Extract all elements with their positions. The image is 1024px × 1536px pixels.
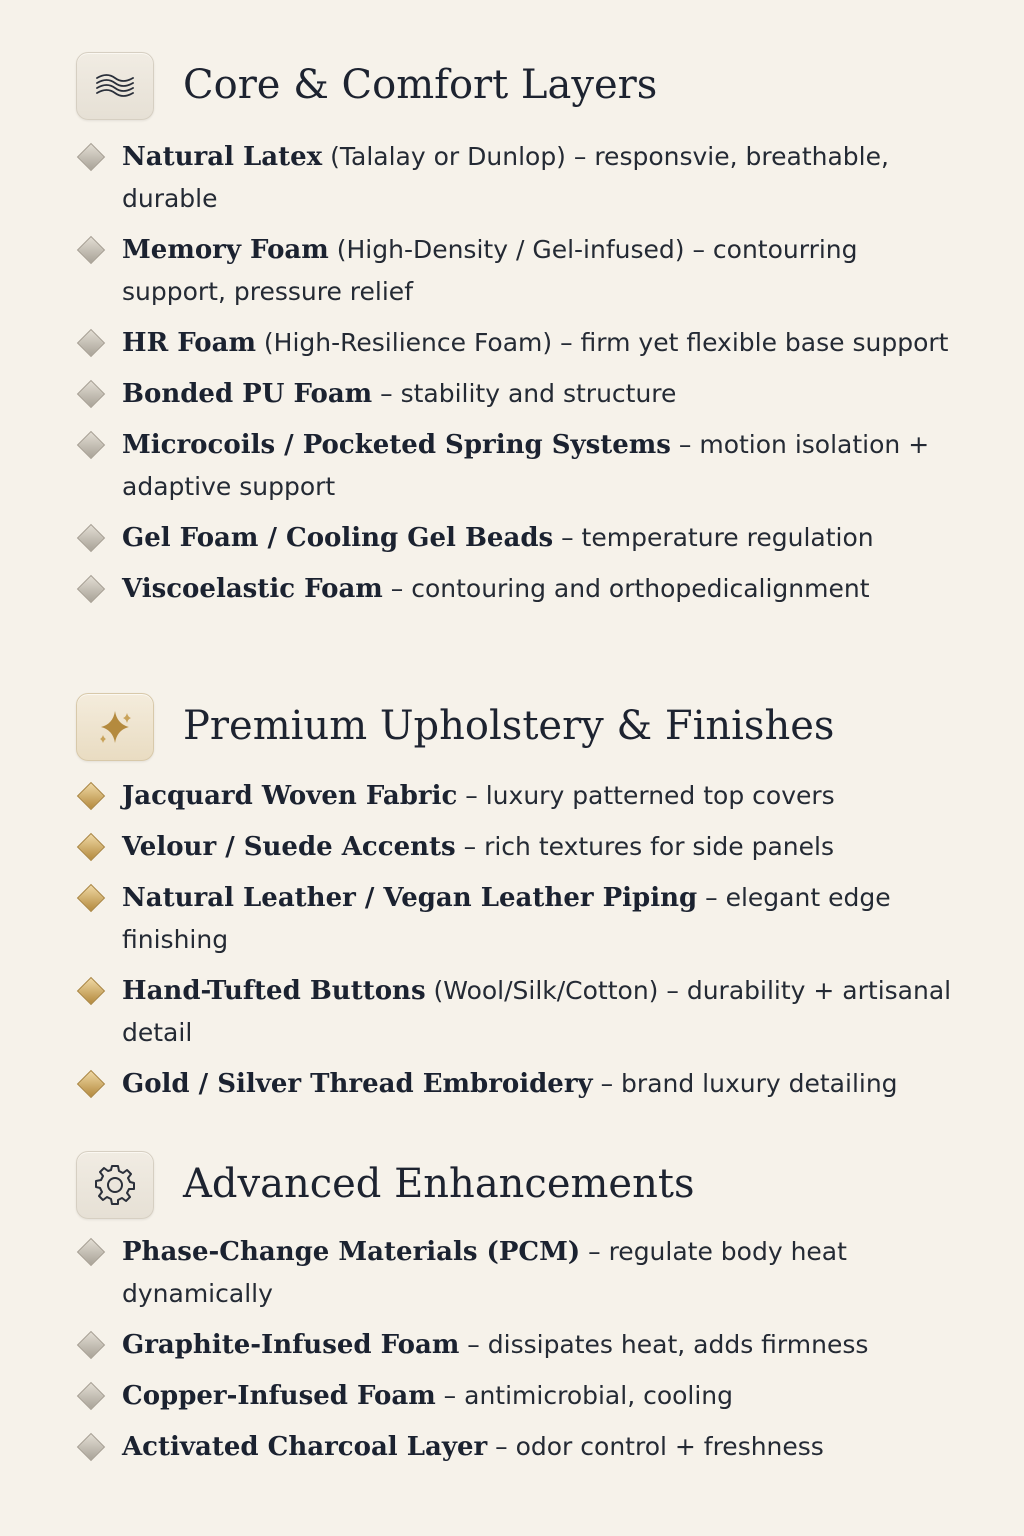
section-header xyxy=(0,52,1024,122)
item-term: Velour / Suede Accents xyxy=(122,832,456,862)
item-term: Graphite-Infused Foam xyxy=(122,1330,460,1360)
item-desc: – motion isolation + adaptive support xyxy=(122,430,930,501)
item-qualifier: (High-Density / Gel-infused) xyxy=(328,235,685,264)
item-term: Copper-Infused Foam xyxy=(122,1381,436,1411)
item-desc: – luxury patterned top covers xyxy=(457,781,835,810)
list-item xyxy=(0,136,952,220)
item-desc: – regulate body heat dynamically xyxy=(122,1237,847,1308)
diamond-bullet-icon xyxy=(77,524,105,552)
diamond-bullet-icon xyxy=(77,236,105,264)
section-advanced-enhancements xyxy=(0,1151,1024,1462)
item-desc: – dissipates heat, adds firmness xyxy=(459,1330,869,1359)
item-desc: – responsvie, breathable, durable xyxy=(122,142,889,213)
diamond-bullet-icon xyxy=(77,575,105,603)
item-desc: – rich textures for side panels xyxy=(455,832,834,861)
section-core-comfort xyxy=(0,52,1024,604)
list-item xyxy=(0,877,952,961)
list-item xyxy=(0,424,952,508)
diamond-bullet-icon xyxy=(77,833,105,861)
section-premium-upholstery xyxy=(0,693,1024,1099)
diamond-bullet-icon xyxy=(77,143,105,171)
item-desc: – elegant edge finishing xyxy=(122,883,891,954)
diamond-bullet-icon xyxy=(77,1433,105,1461)
section-header xyxy=(0,693,1024,763)
section-title: Premium Upholstery & Finishes xyxy=(183,703,835,749)
item-term: Gel Foam / Cooling Gel Beads xyxy=(122,523,554,553)
item-list xyxy=(0,136,1024,610)
item-qualifier: (High-Resilience Foam) xyxy=(255,328,553,357)
item-desc: – antimicrobial, cooling xyxy=(435,1381,734,1410)
list-item xyxy=(0,970,952,1054)
list-item xyxy=(0,229,952,313)
item-term: Natural Leather / Vegan Leather Piping xyxy=(122,883,698,913)
diamond-bullet-icon xyxy=(77,329,105,357)
item-qualifier: (Wool/Silk/Cotton) xyxy=(425,976,659,1005)
diamond-bullet-icon xyxy=(77,782,105,810)
list-item xyxy=(0,373,952,415)
item-term: Natural Latex xyxy=(122,142,323,172)
section-title: Advanced Enhancements xyxy=(183,1161,695,1207)
wave-layers-icon xyxy=(76,52,154,120)
item-desc: – odor control + freshness xyxy=(487,1432,824,1461)
sparkle-icon xyxy=(76,693,154,761)
list-item xyxy=(0,568,952,610)
list-item xyxy=(0,517,952,559)
item-qualifier: (Talalay or Dunlop) xyxy=(322,142,566,171)
item-term: Jacquard Woven Fabric xyxy=(122,781,458,811)
item-term: Microcoils / Pocketed Spring Systems xyxy=(122,430,671,460)
item-desc: – brand luxury detailing xyxy=(592,1069,898,1098)
list-item xyxy=(0,322,952,364)
section-title: Core & Comfort Layers xyxy=(183,62,658,108)
item-desc: – durability + artisanal detail xyxy=(122,976,952,1047)
list-item xyxy=(0,1375,952,1417)
item-desc: – contouring and orthopedicalignment xyxy=(382,574,870,603)
item-desc: – stability and structure xyxy=(372,379,677,408)
item-term: Activated Charcoal Layer xyxy=(122,1432,488,1462)
list-item xyxy=(0,1231,952,1315)
list-item xyxy=(0,1324,952,1366)
section-header xyxy=(0,1151,1024,1221)
diamond-bullet-icon xyxy=(77,1070,105,1098)
list-item xyxy=(0,826,952,868)
item-term: Hand-Tufted Buttons xyxy=(122,976,426,1006)
item-term: Bonded PU Foam xyxy=(122,379,373,409)
gear-icon xyxy=(76,1151,154,1219)
item-desc: – temperature regulation xyxy=(553,523,874,552)
item-term: Memory Foam xyxy=(122,235,329,265)
diamond-bullet-icon xyxy=(77,431,105,459)
list-item xyxy=(0,1426,952,1468)
diamond-bullet-icon xyxy=(77,380,105,408)
item-term: Phase-Change Materials (PCM) xyxy=(122,1237,581,1267)
diamond-bullet-icon xyxy=(77,1382,105,1410)
item-desc: – contourring support, pressure relief xyxy=(122,235,858,306)
item-list xyxy=(0,1231,1024,1468)
item-term: Viscoelastic Foam xyxy=(122,574,383,604)
diamond-bullet-icon xyxy=(77,884,105,912)
diamond-bullet-icon xyxy=(77,1331,105,1359)
diamond-bullet-icon xyxy=(77,1238,105,1266)
diamond-bullet-icon xyxy=(77,977,105,1005)
list-item xyxy=(0,1063,952,1105)
item-desc: – firm yet flexible base support xyxy=(552,328,949,357)
list-item xyxy=(0,775,952,817)
item-term: HR Foam xyxy=(122,328,256,358)
item-term: Gold / Silver Thread Embroidery xyxy=(122,1069,593,1099)
item-list xyxy=(0,775,1024,1105)
